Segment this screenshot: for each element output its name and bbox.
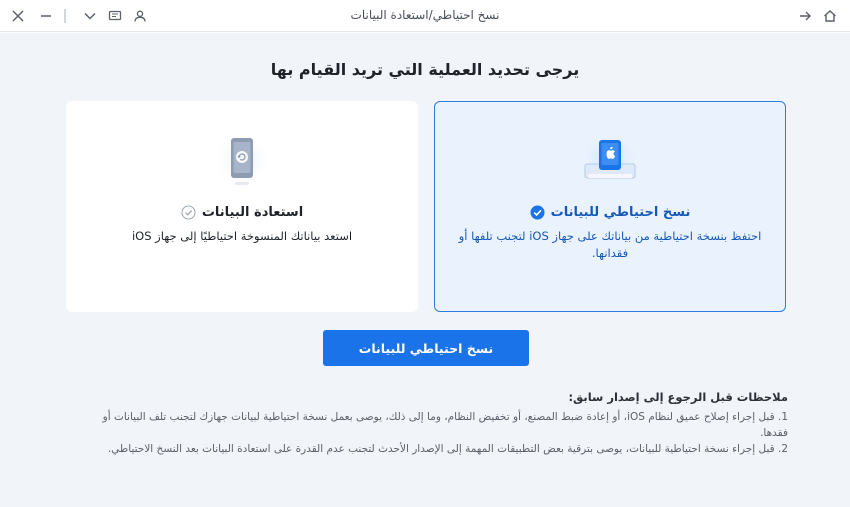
- restore-card-description: استعد بياناتك المنسوخة احتياطيًا إلى جهاز iOS: [131, 229, 353, 243]
- selected-check-icon: [530, 205, 545, 220]
- arrow-right-icon[interactable]: [795, 6, 815, 26]
- unselected-check-icon: [181, 205, 196, 220]
- notes-title: ملاحظات قبل الرجوع إلى إصدار سابق:: [568, 390, 788, 404]
- backup-data-button[interactable]: نسخ احتياطي للبيانات: [323, 330, 529, 366]
- page-heading: يرجى تحديد العملية التي تريد القيام بها: [270, 60, 580, 79]
- backup-device-icon: [579, 134, 641, 194]
- title-bar: [0, 0, 850, 32]
- restore-card-title: استعادة البيانات: [201, 205, 304, 220]
- backup-card-title: نسخ احتياطي للبيانات: [550, 205, 691, 220]
- notes-item: 1. قبل إجراء إصلاح عميق لنظام iOS، أو إعادة ضبط المصنع، أو تخفيض النظام، وما إلى ذلك، يوصى بعمل نسخة احتياطية لبيانات جهازك لتجنب تلف البيانات أو فقدها.: [102, 411, 788, 439]
- backup-card[interactable]: [434, 101, 786, 312]
- restore-title-row: [67, 205, 417, 220]
- restore-device-icon: [212, 130, 272, 194]
- notes-item: 2. قبل إجراء نسخة احتياطية للبيانات، يوصى بترقية بعض التطبيقات المهمة إلى الإصدار الأحدث لتجنب عدم القدرة على استعادة البيانات بعد النسخ الاحتياطي.: [107, 443, 788, 455]
- window-title: نسخ احتياطي/استعادة البيانات: [350, 8, 500, 22]
- restore-card[interactable]: [66, 101, 418, 312]
- notes-section: [88, 390, 788, 457]
- backup-card-description: احتفظ بنسخة احتياطية من بياناتك على جهاز iOS لتجنب تلفها أو فقدانها.: [458, 229, 762, 260]
- main-panel: [0, 33, 850, 507]
- home-icon[interactable]: [820, 6, 840, 26]
- backup-title-row: [435, 205, 785, 220]
